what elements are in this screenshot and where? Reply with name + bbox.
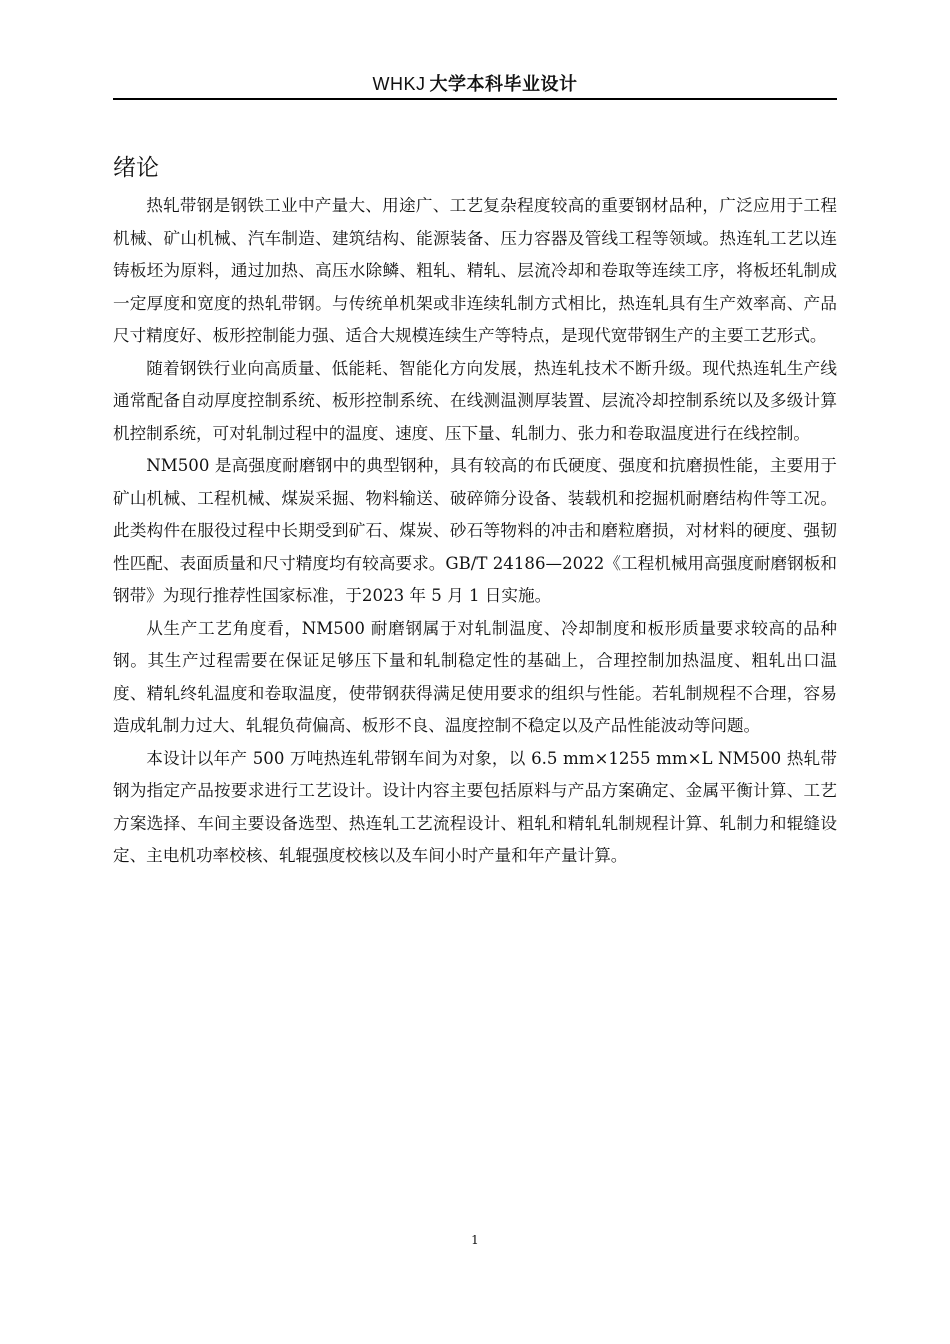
paragraph-4: 从生产工艺角度看，NM500 耐磨钢属于对轧制温度、冷却制度和板形质量要求较高的品种钢。其生产过程需要在保证足够压下量和轧制稳定性的基础上，合理控制加热温度、粗轧出口温度、精轧终轧温度和卷取温度，使带钢获得满足使用要求的组织与性能。若轧制规程不合理，容易造成轧制力过大、轧辊负荷偏高、板形不良、温度控制不稳定以及产品性能波动等问题。: [113, 618, 837, 735]
page-number: 1: [471, 1233, 479, 1247]
paragraph-3: NM500 是高强度耐磨钢中的典型钢种，具有较高的布氏硬度、强度和抗磨损性能，主要用于矿山机械、工程机械、煤炭采掘、物料输送、破碎筛分设备、装载机和挖掘机耐磨结构件等工况。此类构件在服役过程中长期受到矿石、煤炭、砂石等物料的冲击和磨粒磨损，对材料的硬度、强韧性匹配、表面质量和尺寸精度均有较高要求。GB/T 24186—2022《工程机械用高强度耐磨钢板和钢带》为现行推荐性国家标准，于2023 年 5 月 1 日实施。: [113, 456, 837, 605]
paragraph-5: 本设计以年产 500 万吨热连轧带钢车间为对象，以 6.5 mm×1255 mm×L NM500 热轧带钢为指定产品按要求进行工艺设计。设计内容主要包括原料与产品方案确定、金属平衡计算、工艺方案选择、车间主要设备选型、热连轧工艺流程设计、粗轧和精轧轧制规程计算、轧制力和辊缝设定、主电机功率校核、轧辊强度校核以及车间小时产量和年产量计算。: [113, 748, 837, 865]
paragraph-1: 热轧带钢是钢铁工业中产量大、用途广、工艺复杂程度较高的重要钢材品种，广泛应用于工程机械、矿山机械、汽车制造、建筑结构、能源装备、压力容器及管线工程等领域。热连轧工艺以连铸板坯为原料，通过加热、高压水除鳞、粗轧、精轧、层流冷却和卷取等连续工序，将板坯轧制成一定厚度和宽度的热轧带钢。与传统单机架或非连续轧制方式相比，热连轧具有生产效率高、产品尺寸精度好、板形控制能力强、适合大规模连续生产等特点，是现代宽带钢生产的主要工艺形式。: [113, 196, 837, 345]
page-header: [113, 70, 837, 98]
paragraph-2: 随着钢铁行业向高质量、低能耗、智能化方向发展，热连轧技术不断升级。现代热连轧生产线通常配备自动厚度控制系统、板形控制系统、在线测温测厚装置、层流冷却控制系统以及多级计算机控制系统，可对轧制过程中的温度、速度、压下量、轧制力、张力和卷取温度进行在线控制。: [113, 358, 837, 443]
header-school-name: WHKJ: [372, 74, 426, 94]
header-rule: [113, 98, 837, 100]
header-document-title: 大学本科毕业设计: [429, 74, 578, 95]
body-text: [113, 190, 837, 873]
section-title: 绪论: [113, 155, 159, 181]
